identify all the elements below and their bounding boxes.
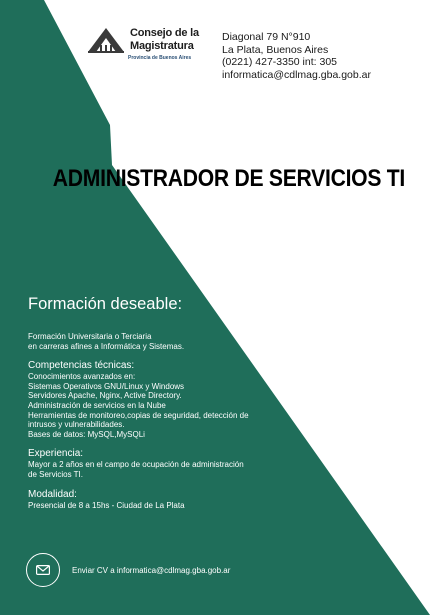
experiencia-line: Mayor a 2 años en el campo de ocupación de administración [28,460,244,470]
formacion-section [28,332,249,351]
experiencia-title: Experiencia: [28,448,84,460]
contact-block [222,31,371,81]
main-heading: Formación deseable: [28,295,183,313]
competencias-line: Conocimientos avanzados en: [28,372,136,382]
competencias-line: Administración de servicios en la Nube [28,400,166,410]
logo-line-1: Consejo de la [130,27,199,39]
logo-line-2: Magistratura [130,40,194,52]
competencias-line: Herramientas de monitoreo,copias de seguridad, detección de [28,410,249,420]
competencias-line: intrusos y vulnerabilidades. [28,420,125,430]
cv-footer [26,554,230,586]
formacion-line: Formación Universitaria o Terciaria [28,332,152,341]
modalidad-title: Modalidad: [28,488,77,500]
experiencia-section [28,448,249,479]
modalidad-section [28,489,249,511]
modalidad-line: Presencial de 8 a 15hs - Ciudad de La Plata [28,500,185,510]
competencias-line: Bases de datos: MySQL,MySQLi [28,429,145,439]
job-title: ADMINISTRADOR DE SERVICIOS TI [52,165,406,192]
contact-address: Diagonal 79 N°910 [222,31,311,43]
competencias-section [28,360,249,439]
mail-icon [26,553,60,587]
competencias-title: Competencias técnicas: [28,360,135,372]
contact-phone: (0221) 427-3350 int: 305 [222,56,338,68]
send-cv-text: Enviar CV a informatica@cdlmag.gba.gob.ar [72,565,231,575]
contact-city: La Plata, Buenos Aires [222,43,329,56]
competencias-line: Servidores Apache, Nginx, Active Directory. [28,391,182,401]
formacion-line: en carreras afines a Informática y Sistemas. [28,341,185,351]
requirements [28,295,249,510]
envelope-icon [36,565,50,575]
experiencia-line: de Servicios TI. [28,469,83,479]
competencias-line: Sistemas Operativos GNU/Linux y Windows [28,381,185,391]
contact-email: informatica@cdlmag.gba.gob.ar [222,68,371,81]
logo-mark-icon [86,26,126,54]
logo [86,24,210,68]
logo-line-3: Provincia de Buenos Aires [128,55,192,61]
